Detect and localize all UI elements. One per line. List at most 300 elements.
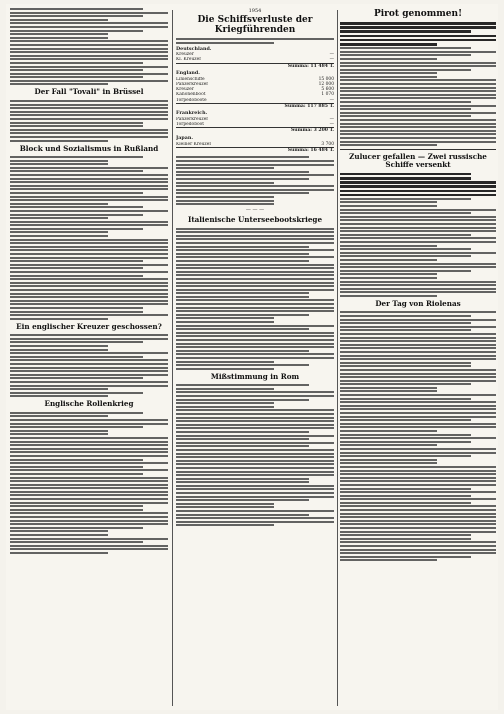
- text-line: [340, 76, 437, 78]
- text-line: [340, 248, 471, 250]
- text-line: [340, 398, 471, 400]
- article-body: [10, 412, 168, 554]
- divider: [340, 149, 496, 150]
- text-line: [340, 444, 437, 446]
- text-line: [176, 235, 334, 237]
- text-line: [340, 344, 496, 346]
- text-line: [340, 495, 471, 497]
- table-group-heading: England.: [176, 70, 200, 77]
- column-right: [340, 8, 496, 708]
- text-line: [340, 252, 496, 254]
- text-line: [10, 107, 168, 109]
- text-line: [176, 471, 334, 473]
- text-line: [340, 245, 437, 247]
- text-line: [340, 115, 471, 117]
- text-line: [10, 395, 108, 397]
- text-line: [176, 460, 334, 462]
- text-line: [10, 66, 168, 68]
- text-line: [176, 406, 274, 408]
- text-line: [176, 296, 309, 298]
- article-body: [10, 334, 168, 397]
- text-line: [176, 196, 274, 198]
- text-line: [340, 30, 471, 33]
- text-line: [176, 364, 309, 366]
- text-line: [176, 474, 334, 476]
- text-line: [340, 466, 496, 468]
- text-line: [176, 409, 334, 411]
- text-line: [10, 314, 168, 316]
- text-line: [176, 346, 334, 348]
- text-line: [340, 322, 471, 324]
- text-line: [340, 26, 496, 29]
- text-line: [340, 266, 496, 268]
- text-line: [340, 209, 496, 211]
- text-line: [176, 231, 334, 233]
- text-line: [340, 273, 437, 275]
- text-line: [176, 238, 334, 240]
- text-line: [10, 520, 168, 522]
- text-line: [10, 83, 108, 85]
- article-heading: Der Fall "Tovali" in Brüssel: [34, 87, 144, 97]
- article-heading: Block und Sozialismus in Rußland: [19, 143, 159, 153]
- text-line: [10, 311, 143, 313]
- text-line: [176, 506, 274, 508]
- text-line: [340, 559, 437, 561]
- text-line: [10, 160, 108, 162]
- text-line: [10, 359, 168, 361]
- text-line: [176, 413, 334, 415]
- text-line: [10, 192, 143, 194]
- text-line: [340, 281, 496, 283]
- text-line: [340, 480, 496, 482]
- article-heading: Ein englischer Kreuzer geschossen?: [16, 321, 162, 331]
- text-line: [176, 424, 334, 426]
- text-line: [10, 352, 168, 354]
- text-line: [176, 427, 334, 429]
- text-line: [10, 509, 143, 511]
- text-line: [340, 194, 496, 197]
- text-line: [340, 263, 496, 265]
- text-line: [10, 385, 168, 387]
- article-heading: Zulucer gefallen — Zwei russische Schiffe versenkt: [349, 151, 487, 170]
- text-line: [10, 22, 168, 24]
- text-line: [10, 459, 143, 461]
- text-line: [10, 132, 168, 134]
- text-line: [340, 430, 437, 432]
- text-line: [10, 62, 143, 64]
- text-line: [10, 538, 168, 540]
- text-line: [340, 362, 471, 364]
- text-line: [340, 333, 496, 335]
- text-line: [340, 255, 471, 257]
- text-line: [340, 216, 496, 218]
- column-rule: [172, 10, 173, 706]
- text-line: [10, 196, 168, 198]
- text-line: [340, 112, 496, 114]
- text-line: [340, 329, 471, 331]
- text-line: [340, 94, 496, 96]
- table-sum: Summa: 16 484 T.: [176, 147, 334, 154]
- text-line: [176, 343, 334, 345]
- text-line: [10, 40, 168, 42]
- text-line: [176, 203, 274, 205]
- text-line: [340, 284, 496, 286]
- text-line: [340, 126, 496, 128]
- text-line: [10, 140, 108, 142]
- text-line: [176, 242, 334, 244]
- text-line: [340, 22, 496, 25]
- text-line: [340, 373, 496, 375]
- text-line: [340, 173, 471, 176]
- text-line: [340, 376, 496, 378]
- text-line: [10, 430, 108, 432]
- text-line: [10, 122, 143, 124]
- text-line: [340, 337, 496, 339]
- text-line: [10, 26, 168, 28]
- text-line: [176, 246, 309, 248]
- text-line: [176, 478, 309, 480]
- text-line: [10, 129, 168, 131]
- text-line: [10, 235, 108, 237]
- table-cell-label: Kleiner Kreuzer: [176, 141, 212, 147]
- text-line: [10, 231, 108, 233]
- text-line: [340, 65, 496, 67]
- text-line: [176, 317, 274, 319]
- text-line: [340, 97, 496, 99]
- text-line: [10, 426, 143, 428]
- text-line: [176, 264, 334, 266]
- ship-loss-table: [176, 47, 334, 154]
- text-line: [10, 111, 168, 113]
- text-line: [176, 353, 334, 355]
- text-line: [10, 534, 108, 536]
- text-line: [340, 39, 496, 42]
- text-line: [340, 144, 437, 146]
- text-line: [10, 523, 168, 525]
- text-line: [10, 136, 168, 138]
- text-line: [176, 488, 334, 490]
- text-line: [340, 90, 496, 92]
- text-line: [340, 390, 437, 392]
- text-line: [340, 351, 496, 353]
- text-line: [340, 355, 496, 357]
- text-line: [340, 387, 437, 389]
- text-line: [176, 156, 309, 158]
- text-line: [10, 174, 168, 176]
- text-line: [10, 498, 168, 500]
- text-line: [10, 73, 168, 75]
- text-line: [10, 125, 143, 127]
- text-line: [10, 363, 168, 365]
- text-line: [10, 58, 168, 60]
- text-line: [10, 494, 168, 496]
- text-line: [10, 267, 143, 269]
- text-line: [10, 246, 168, 248]
- text-line: [340, 79, 496, 81]
- text-line: [340, 505, 496, 507]
- text-line: [340, 119, 496, 121]
- table-sum: Summa: 3 200 T.: [176, 127, 334, 134]
- text-line: [176, 256, 334, 258]
- text-line: [340, 459, 437, 461]
- text-line: [176, 289, 334, 291]
- text-line: [176, 278, 334, 280]
- text-line: [10, 415, 108, 417]
- text-line: [340, 201, 437, 203]
- text-line: [10, 296, 168, 298]
- text-line: [10, 541, 143, 543]
- text-line: [340, 531, 496, 533]
- text-line: [340, 101, 471, 103]
- article-body: [176, 384, 334, 526]
- text-line: [340, 462, 437, 464]
- text-line: [176, 271, 334, 273]
- text-line: [176, 384, 309, 386]
- text-line: [340, 513, 496, 515]
- text-line: [176, 328, 309, 330]
- text-line: [340, 527, 496, 529]
- text-line: [10, 512, 168, 514]
- text-line: [340, 541, 496, 543]
- text-line: [10, 51, 168, 53]
- article-body: [340, 311, 496, 561]
- table-cell-value: —: [329, 97, 334, 103]
- text-line: [10, 48, 168, 50]
- table-cell-label: Kl. Kreuzer: [176, 57, 202, 63]
- table-cell-label: Linienschiffe: [176, 76, 205, 82]
- text-line: [176, 399, 309, 401]
- text-line: [10, 527, 143, 529]
- text-line: [340, 123, 496, 125]
- text-line: [10, 419, 168, 421]
- text-line: [340, 58, 437, 60]
- text-line: [10, 469, 168, 471]
- text-line: [10, 374, 168, 376]
- text-line: [340, 516, 496, 518]
- text-line: [176, 417, 334, 419]
- text-line: [176, 171, 309, 173]
- text-line: [10, 516, 168, 518]
- text-line: [340, 347, 496, 349]
- text-line: [340, 416, 496, 418]
- article-heading: Pirot genommen!: [373, 9, 463, 19]
- text-line: [340, 291, 496, 293]
- table-group-heading: Frankreich.: [176, 110, 208, 117]
- text-line: [340, 241, 496, 243]
- text-line: [340, 484, 496, 486]
- column-left: [10, 8, 168, 708]
- article-body: [176, 38, 334, 44]
- text-line: [10, 217, 108, 219]
- text-line: [10, 260, 143, 262]
- text-line: [10, 462, 168, 464]
- table-cell-label: Kanonenboot: [176, 92, 206, 98]
- text-line: [340, 502, 471, 504]
- text-line: [176, 321, 274, 323]
- text-line: [340, 295, 437, 297]
- text-line: [176, 395, 334, 397]
- text-line: [340, 545, 496, 547]
- text-line: [10, 437, 168, 439]
- text-line: [340, 69, 471, 71]
- text-line: [10, 491, 168, 493]
- text-line: [176, 524, 274, 526]
- text-line: [10, 318, 108, 320]
- text-line: [10, 253, 168, 255]
- text-line: [10, 19, 108, 21]
- text-line: [10, 388, 108, 390]
- text-line: [10, 257, 168, 259]
- column-rule: [337, 10, 338, 706]
- text-line: [340, 190, 496, 193]
- text-line: [340, 259, 437, 261]
- text-line: [340, 498, 496, 500]
- text-line: [10, 44, 168, 46]
- text-line: [340, 105, 496, 107]
- text-line: [176, 282, 334, 284]
- table-cell-value: —: [329, 122, 334, 128]
- text-line: [340, 270, 471, 272]
- text-line: [10, 33, 108, 35]
- text-line: [10, 392, 143, 394]
- text-line: [10, 271, 168, 273]
- text-line: [340, 552, 496, 554]
- article-body: [176, 156, 334, 205]
- text-line: [176, 42, 274, 44]
- text-line: [176, 307, 334, 309]
- text-line: [176, 517, 334, 519]
- text-line: [176, 335, 334, 337]
- text-line: [340, 408, 496, 410]
- text-line: [340, 181, 496, 184]
- text-line: [340, 130, 496, 132]
- text-line: [340, 473, 496, 475]
- text-line: [176, 303, 334, 305]
- text-line: [176, 192, 309, 194]
- article-body: [176, 228, 334, 370]
- text-line: [10, 170, 143, 172]
- text-line: [340, 205, 437, 207]
- text-line: [176, 481, 309, 483]
- text-line: [10, 480, 168, 482]
- text-line: [340, 177, 471, 180]
- text-line: [176, 438, 309, 440]
- table-group-heading: Deutschland.: [176, 45, 212, 52]
- text-line: [340, 412, 496, 414]
- text-line: [176, 503, 274, 505]
- text-line: [10, 188, 168, 190]
- text-line: [176, 174, 334, 176]
- text-line: [176, 285, 334, 287]
- text-line: [10, 367, 168, 369]
- article-heading: Mißstimmung in Rom: [210, 371, 300, 381]
- text-line: [176, 445, 309, 447]
- column-middle: [176, 8, 334, 708]
- text-line: [340, 405, 496, 407]
- text-line: [10, 185, 168, 187]
- text-line: [340, 83, 496, 85]
- text-line: [340, 556, 471, 558]
- text-line: [176, 332, 334, 334]
- text-line: [176, 260, 309, 262]
- text-line: [10, 118, 168, 120]
- text-line: [340, 185, 496, 188]
- text-line: [176, 361, 274, 363]
- article-body: [340, 22, 496, 146]
- text-line: [176, 420, 334, 422]
- table-cell-label: Panzerkreuzer: [176, 81, 209, 87]
- text-line: [10, 466, 143, 468]
- text-line: [340, 234, 471, 236]
- text-line: [176, 402, 274, 404]
- newspaper-page: [6, 4, 498, 710]
- text-line: [340, 520, 496, 522]
- text-line: [340, 549, 496, 551]
- text-line: [340, 419, 471, 421]
- text-line: [10, 76, 143, 78]
- text-line: [340, 326, 496, 328]
- text-line: [176, 467, 334, 469]
- text-line: [10, 239, 168, 241]
- text-line: [10, 242, 168, 244]
- text-line: [340, 383, 471, 385]
- table-cell-value: 1 070: [321, 92, 334, 98]
- text-line: [10, 530, 108, 532]
- text-line: [340, 488, 471, 490]
- text-line: [176, 368, 274, 370]
- text-line: [340, 340, 496, 342]
- text-line: [176, 510, 334, 512]
- text-line: [10, 545, 168, 547]
- text-line: [176, 249, 334, 251]
- text-line: [10, 163, 108, 165]
- table-sum: Summa: 117 885 T.: [176, 103, 334, 110]
- text-line: [10, 30, 143, 32]
- text-line: [10, 433, 108, 435]
- text-line: [340, 219, 496, 221]
- text-line: [10, 221, 168, 223]
- text-line: [10, 12, 168, 14]
- table-group-heading: Japan.: [176, 134, 193, 141]
- text-line: [10, 303, 168, 305]
- text-line: [176, 267, 334, 269]
- text-line: [10, 55, 168, 57]
- text-line: [10, 114, 168, 116]
- text-line: [176, 253, 309, 255]
- text-line: [176, 431, 309, 433]
- text-line: [10, 249, 168, 251]
- text-line: [10, 282, 168, 284]
- text-line: [340, 237, 496, 239]
- text-line: [10, 15, 143, 17]
- text-line: [340, 87, 496, 89]
- text-line: [10, 285, 168, 287]
- article-body: [10, 156, 168, 320]
- text-line: [340, 230, 496, 232]
- text-line: [10, 334, 168, 336]
- text-line: [10, 502, 168, 504]
- text-line: [10, 356, 143, 358]
- text-line: [176, 485, 334, 487]
- text-line: [176, 228, 334, 230]
- text-line: [340, 47, 471, 49]
- article-heading: Italienische Unterseebootskriege: [187, 215, 323, 225]
- text-line: [10, 548, 168, 550]
- divider: — — —: [245, 207, 265, 214]
- text-line: [340, 43, 437, 46]
- text-line: [10, 37, 108, 39]
- text-line: [340, 538, 471, 540]
